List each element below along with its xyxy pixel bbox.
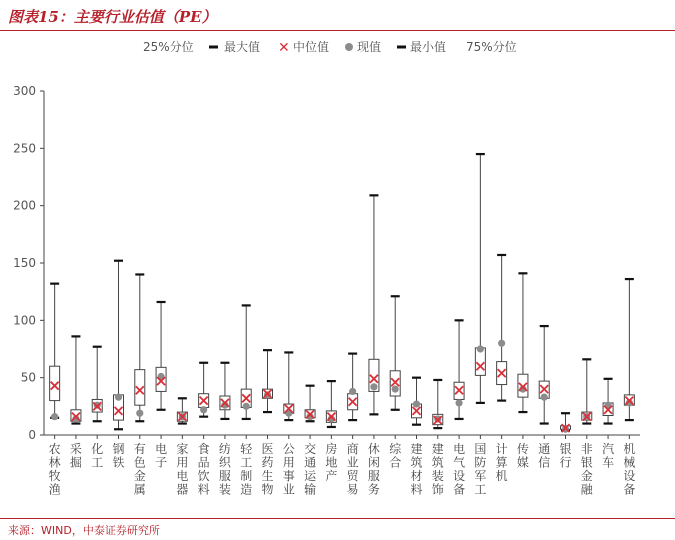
x-tick-label: 传媒 [516,442,529,470]
box-series [50,154,635,439]
x-tick-label: 化工 [91,442,104,470]
x-tick-label: 机械设备 [623,442,636,497]
box-15 [348,354,358,421]
current-point [455,399,462,406]
x-tick-label: 医药生物 [261,442,274,497]
box-4 [114,261,124,430]
legend-current-label: 现值 [357,40,382,54]
y-tick-label: 300 [13,84,36,98]
legend-current-swatch [345,43,353,51]
x-tick-label: 建筑材料 [410,442,423,497]
x-tick-label: 汽车 [602,442,615,470]
box-25 [561,413,571,433]
x-axis-labels [49,441,636,497]
box-12 [284,352,294,420]
box-19 [433,380,443,428]
box-23 [518,273,528,412]
x-tick-label: 纺织服装 [218,442,231,497]
current-point [392,386,399,393]
box-21 [475,154,485,403]
box-20 [454,320,464,419]
box-1 [50,284,60,421]
box-7 [177,398,187,423]
current-point [477,345,484,352]
current-point [413,400,420,407]
legend-max-label: 最大值 [224,40,261,54]
y-tick-label: 50 [20,370,36,385]
box-5 [135,274,145,421]
box-27 [603,379,613,424]
legend-q25-label: 25%分位 [143,40,194,54]
box-10 [241,305,251,419]
box-26 [582,359,592,423]
x-tick-label: 休闲服务 [367,442,380,497]
x-tick-label: 轻工制造 [240,442,253,497]
box-14 [326,381,336,427]
x-tick-label: 银行 [559,442,572,470]
y-tick-label: 100 [13,313,36,328]
current-point [200,406,207,413]
box-3 [92,347,102,422]
box-17 [390,296,400,410]
x-tick-label: 家用电器 [176,442,189,497]
y-tick-label: 0 [28,428,36,442]
x-tick-label: 采掘 [69,442,82,470]
x-tick-label: 计算机 [495,442,508,483]
x-tick-label: 商业贸易 [346,442,359,497]
footer-rule [0,518,675,519]
y-tick-label: 250 [13,141,36,156]
box-9 [220,363,230,419]
box-13 [305,386,315,422]
x-tick-label: 国防军工 [474,442,487,497]
x-tick-label: 房地产 [325,442,338,483]
y-tick-label: 200 [13,198,36,213]
box-2 [71,336,81,423]
legend-median-swatch: ✕ [278,40,290,56]
box-16 [369,195,379,414]
x-tick-label: 建筑装饰 [431,442,444,497]
y-tick-label: 150 [13,256,36,270]
current-point [115,394,122,401]
current-point [541,394,548,401]
x-tick-label: 钢铁 [112,442,125,470]
current-point [349,388,356,395]
box-6 [156,302,166,410]
box-11 [263,350,273,412]
x-tick-label: 有色金属 [133,442,146,497]
legend-min-label: 最小值 [410,40,447,54]
current-point [370,383,377,390]
box-22 [497,255,507,401]
legend-median-label: 中位值 [293,40,330,54]
legend [143,39,517,56]
x-tick-label: 交通运输 [304,442,317,497]
x-tick-label: 通信 [538,442,551,470]
box-28 [624,279,634,420]
legend-q75-label: 75%分位 [466,40,517,54]
x-tick-label: 电子 [155,442,168,470]
x-tick-label: 公用事业 [282,442,295,497]
box-24 [539,326,549,423]
x-tick-label: 综合 [389,442,402,470]
current-point [243,403,250,410]
box-8 [199,363,209,417]
source-note: 来源：WIND，中泰证券研究所 [8,524,160,537]
current-point [51,413,58,420]
figure-title: 图表15：主要行业估值（PE） [8,8,217,26]
current-point [136,410,143,417]
box-18 [412,378,422,425]
x-tick-label: 非银金融 [580,442,593,497]
x-tick-label: 食品饮料 [197,442,210,497]
x-tick-label: 电气设备 [453,442,466,497]
x-tick-label: 农林牧渔 [48,442,61,497]
current-point [498,340,505,347]
